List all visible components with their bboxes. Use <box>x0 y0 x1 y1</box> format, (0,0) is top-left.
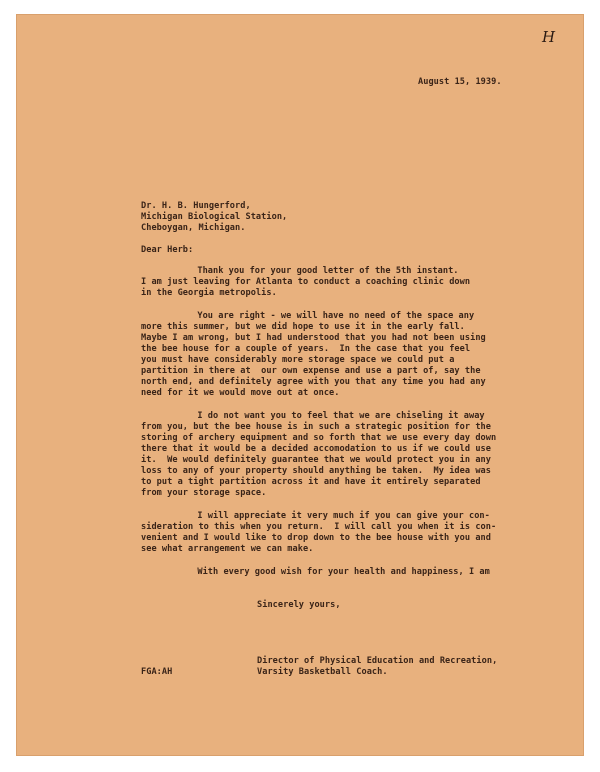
paragraph-3-line-6: loss to any of your property should anything be taken. My idea was <box>141 466 491 476</box>
paragraph-4-line-4: see what arrangement we can make. <box>141 544 314 554</box>
paragraph-2-line-4: the bee house for a couple of years. In the case that you feel <box>141 344 471 354</box>
paragraph-2-line-1: You are right - we will have no need of the space any <box>166 311 475 321</box>
closing: Sincerely yours, <box>257 600 341 610</box>
paragraph-1-line-1: Thank you for your good letter of the 5th instant. <box>166 266 459 276</box>
paragraph-2-line-6: partition in there at our own expense and use a part of, say the <box>141 366 481 376</box>
initials: FGA:AH <box>141 667 173 677</box>
paragraph-1-line-3: in the Georgia metropolis. <box>141 288 277 298</box>
paragraph-3-line-4: there that it would be a decided accomodation to us if we could use <box>141 444 491 454</box>
paragraph-1-line-2: I am just leaving for Atlanta to conduct a coaching clinic down <box>141 277 471 287</box>
recipient-line-2: Michigan Biological Station, <box>141 212 288 222</box>
paragraph-3-line-1: I do not want you to feel that we are chiseling it away <box>166 411 485 421</box>
paragraph-4-line-1: I will appreciate it very much if you can give your con- <box>166 511 490 521</box>
date-line: August 15, 1939. <box>418 77 502 87</box>
paragraph-3-line-8: from your storage space. <box>141 488 267 498</box>
paragraph-3-line-3: storing of archery equipment and so forth that we use every day down <box>141 433 497 443</box>
signature-line-1: Director of Physical Education and Recreation, <box>257 656 498 666</box>
paragraph-2-line-8: need for it we would move out at once. <box>141 388 340 398</box>
paragraph-2-line-5: you must have considerably more storage space we could put a <box>141 355 455 365</box>
paragraph-5-line-1: With every good wish for your health and happiness, I am <box>166 567 490 577</box>
recipient-line-3: Cheboygan, Michigan. <box>141 223 246 233</box>
paragraph-2-line-2: more this summer, but we did hope to use it in the early fall. <box>141 322 465 332</box>
corner-mark: H <box>542 28 556 46</box>
paragraph-3-line-7: to put a tight partition across it and have it entirely separated <box>141 477 481 487</box>
recipient-line-1: Dr. H. B. Hungerford, <box>141 201 251 211</box>
salutation: Dear Herb: <box>141 245 194 255</box>
signature-line-2: Varsity Basketball Coach. <box>257 667 388 677</box>
paragraph-3-line-2: from you, but the bee house is in such a strategic position for the <box>141 422 491 432</box>
paragraph-2-line-3: Maybe I am wrong, but I had understood that you had not been using <box>141 333 486 343</box>
paragraph-4-line-2: sideration to this when you return. I will call you when it is con- <box>141 522 497 532</box>
paragraph-4-line-3: venient and I would like to drop down to the bee house with you and <box>141 533 491 543</box>
paragraph-3-line-5: it. We would definitely guarantee that we would protect you in any <box>141 455 491 465</box>
paragraph-2-line-7: north end, and definitely agree with you that any time you had any <box>141 377 486 387</box>
